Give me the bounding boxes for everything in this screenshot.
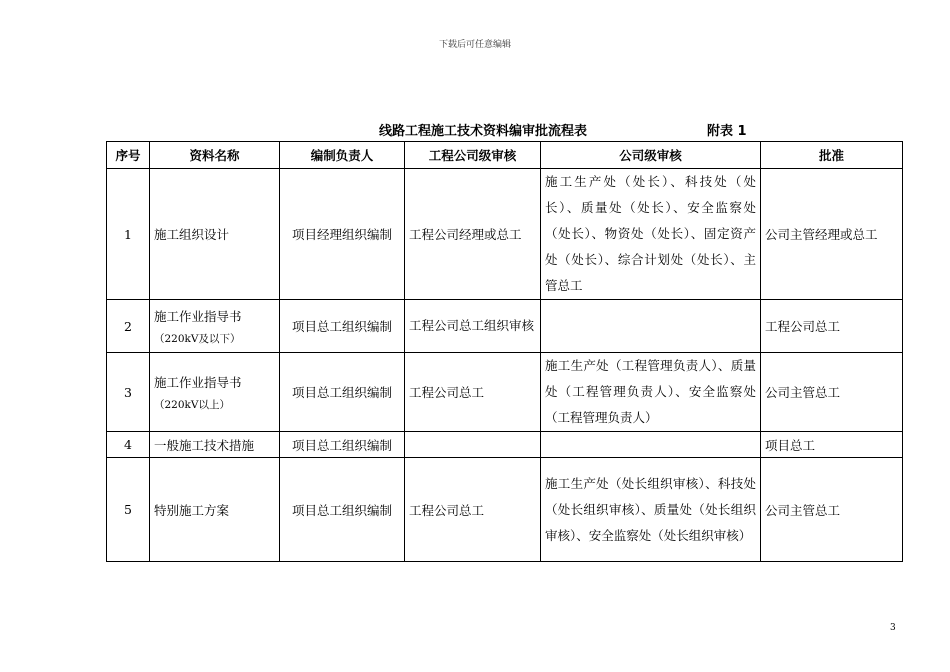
row-eng-review: 工程公司经理或总工	[405, 169, 541, 300]
row-editor: 项目总工组织编制	[280, 432, 405, 458]
attachment-label: 附表 1	[707, 124, 747, 139]
approval-flow-table	[106, 141, 903, 562]
header-company-review: 公司级审核	[541, 142, 761, 169]
row-doc-name: 施工组织设计	[150, 169, 280, 300]
row-doc-name: 施工作业指导书	[154, 374, 242, 390]
document-title: 线路工程施工技术资料编审批流程表	[379, 124, 588, 139]
header-no: 序号	[107, 142, 150, 169]
page-header-note: 下载后可任意编辑	[438, 40, 511, 50]
row-approval: 工程公司总工	[761, 300, 903, 353]
row-editor: 项目总工组织编制	[280, 353, 405, 432]
row-company-review: 施工生产处（处长）、科技处（处长）、质量处（处长）、安全监察处（处长）、物资处（处长）、固定资产处（处长）、综合计划处（处长）、主管总工	[541, 169, 761, 300]
row-approval: 公司主管经理或总工	[761, 169, 903, 300]
row-doc-name-cell	[150, 300, 280, 353]
row-eng-review: 工程公司总工	[405, 353, 541, 432]
row-doc-name-sub: （220kV以上）	[154, 398, 230, 411]
row-doc-name-sub: （220kV及以下）	[154, 332, 241, 345]
row-doc-name: 一般施工技术措施	[150, 432, 280, 458]
row-approval: 项目总工	[761, 432, 903, 458]
row-approval: 公司主管总工	[761, 458, 903, 562]
table-row	[107, 300, 903, 353]
row-eng-review	[405, 432, 541, 458]
row-company-review	[541, 432, 761, 458]
row-company-review: 施工生产处（处长组织审核）、科技处（处长组织审核）、质量处（处长组织审核）、安全监察处（处长组织审核）	[541, 458, 761, 562]
row-eng-review: 工程公司总工	[405, 458, 541, 562]
table-header-row	[107, 142, 903, 169]
row-doc-name: 特别施工方案	[150, 458, 280, 562]
header-eng-review: 工程公司级审核	[405, 142, 541, 169]
table-row	[107, 432, 903, 458]
row-doc-name-cell	[150, 353, 280, 432]
row-company-review: 施工生产处（工程管理负责人）、质量处（工程管理负责人）、安全监察处（工程管理负责人）	[541, 353, 761, 432]
header-doc-name: 资料名称	[150, 142, 280, 169]
row-editor: 项目经理组织编制	[280, 169, 405, 300]
row-company-review	[541, 300, 761, 353]
table-row	[107, 353, 903, 432]
table-row	[107, 169, 903, 300]
row-no: 1	[107, 169, 150, 300]
row-no: 3	[107, 353, 150, 432]
row-doc-name: 施工作业指导书	[154, 308, 242, 324]
table-row	[107, 458, 903, 562]
header-approval: 批准	[761, 142, 903, 169]
row-no: 2	[107, 300, 150, 353]
row-no: 5	[107, 458, 150, 562]
header-editor: 编制负责人	[280, 142, 405, 169]
row-editor: 项目总工组织编制	[280, 300, 405, 353]
page-number: 3	[890, 623, 896, 633]
row-approval: 公司主管总工	[761, 353, 903, 432]
row-editor: 项目总工组织编制	[280, 458, 405, 562]
row-eng-review: 工程公司总工组织审核	[405, 300, 541, 353]
row-no: 4	[107, 432, 150, 458]
